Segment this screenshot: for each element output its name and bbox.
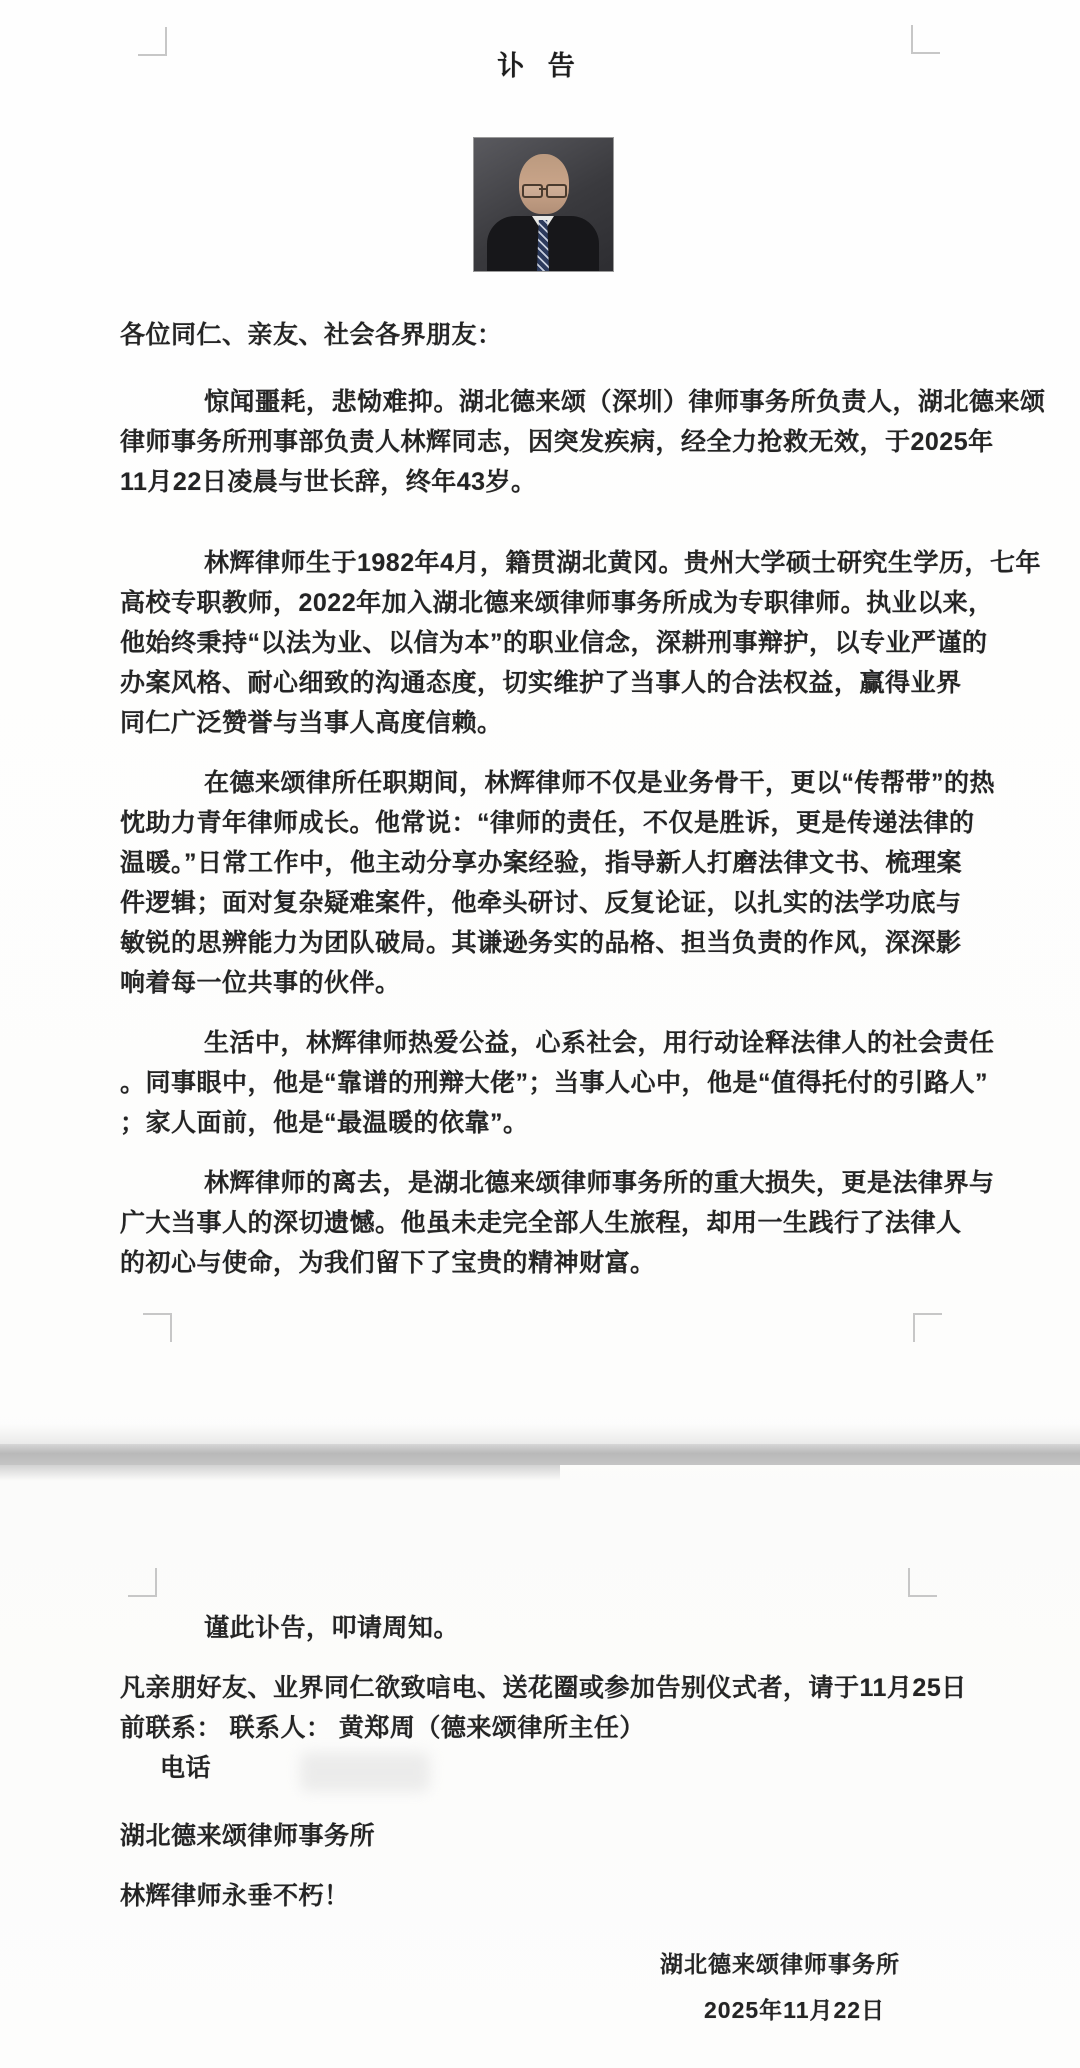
glasses-icon [546, 184, 567, 198]
signature-firm: 湖北德来颂律师事务所 [660, 1951, 900, 1977]
text-line: 律师事务所刑事部负责人林辉同志，因突发疾病，经全力抢救无效，于2025年 [120, 428, 994, 456]
paragraph-5 [120, 1163, 995, 1283]
text-line: 忱助力青年律师成长。他常说：“律师的责任，不仅是胜诉，更是传递法律的 [120, 809, 975, 837]
text-line: 敏锐的思辨能力为团队破局。其谦逊务实的品格、担当负责的作风，深深影 [120, 929, 962, 957]
paragraph-3 [120, 763, 996, 1003]
page-shadow [0, 1424, 1080, 1444]
tribute-line: 林辉律师永垂不朽！ [120, 1882, 350, 1910]
text-line: 林辉律师生于1982年4月，籍贯湖北黄冈。贵州大学硕士研究生学历，七年 [204, 549, 1042, 577]
contact-notice: 凡亲朋好友、业界同仁欲致唁电、送花圈或参加告别仪式者，请于11月25日 [120, 1674, 967, 1702]
text-line: 响着每一位共事的伙伴。 [120, 969, 401, 997]
closing-line: 谨此讣告，叩请周知。 [204, 1614, 460, 1642]
text-line: 。同事眼中，他是“靠谱的刑辩大佬”；当事人心中，他是“值得托付的引路人” [120, 1069, 989, 1097]
text-line: 他始终秉持“以法为业、以信为本”的职业信念，深耕刑事辩护，以专业严谨的 [120, 629, 988, 657]
text-line: 件逻辑；面对复杂疑难案件，他牵头研讨、反复论证，以扎实的法学功底与 [120, 889, 962, 917]
portrait-tie [537, 220, 549, 271]
text-line: 林辉律师的离去，是湖北德来颂律师事务所的重大损失，更是法律界与 [204, 1169, 995, 1197]
text-line: 在德来颂律所任职期间，林辉律师不仅是业务骨干，更以“传帮带”的热 [204, 769, 996, 797]
page-shadow [0, 1465, 560, 1481]
page-divider [0, 1444, 1080, 1465]
firm-name: 湖北德来颂律师事务所 [120, 1822, 376, 1850]
text-line: 的初心与使命，为我们留下了宝贵的精神财富。 [120, 1249, 656, 1277]
text-line: 惊闻噩耗，悲恸难抑。湖北德来颂（深圳）律师事务所负责人，湖北德来颂 [204, 388, 1046, 416]
glasses-bridge [539, 188, 547, 190]
text-line: ；家人面前，他是“最温暖的依靠”。 [120, 1109, 529, 1137]
page-corner-mark [128, 1568, 157, 1597]
redacted-phone-number [300, 1752, 430, 1792]
paragraph-2 [120, 543, 1042, 743]
text-line: 11月22日凌晨与世长辞，终年43岁。 [120, 468, 537, 496]
text-line: 生活中，林辉律师热爱公益，心系社会，用行动诠释法律人的社会责任 [204, 1029, 995, 1057]
page-corner-mark [908, 1568, 937, 1597]
text-line: 广大当事人的深切遗憾。他虽未走完全部人生旅程，却用一生践行了法律人 [120, 1209, 962, 1237]
contact-person: 前联系： 联系人： 黄郑周（德来颂律所主任） [120, 1714, 645, 1742]
text-line: 办案风格、耐心细致的沟通态度，切实维护了当事人的合法权益，赢得业界 [120, 669, 962, 697]
paragraph-4 [120, 1023, 995, 1143]
portrait-photo [473, 137, 614, 272]
text-line: 温暖。”日常工作中，他主动分享办案经验，指导新人打磨法律文书、梳理案 [120, 849, 963, 877]
salutation: 各位同仁、亲友、社会各界朋友： [120, 321, 503, 349]
page-corner-mark [913, 1313, 942, 1342]
text-line: 高校专职教师，2022年加入湖北德来颂律师事务所成为专职律师。执业以来， [120, 589, 994, 617]
glasses-icon [522, 184, 543, 198]
text-line: 同仁广泛赞誉与当事人高度信赖。 [120, 709, 503, 737]
page-title: 讣 告 [497, 51, 583, 81]
signature-date: 2025年11月22日 [704, 1997, 886, 2023]
phone-label: 电话 [160, 1754, 212, 1782]
paragraph-1 [120, 382, 1046, 502]
page-corner-mark [143, 1313, 172, 1342]
